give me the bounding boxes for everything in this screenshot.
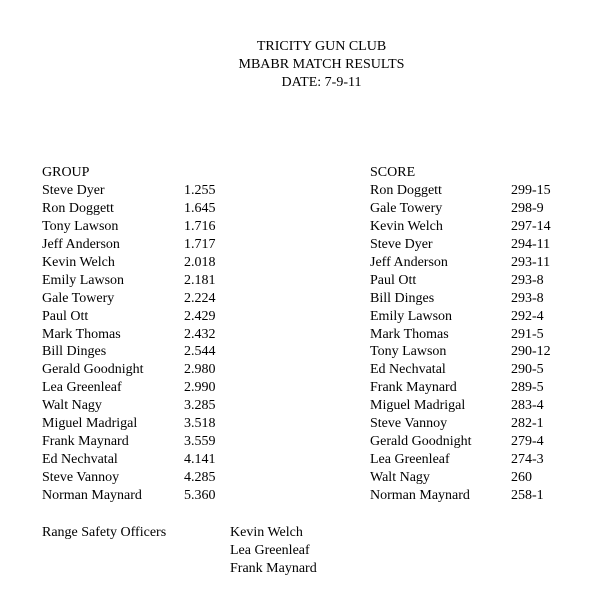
shooter-name: Miguel Madrigal: [42, 416, 138, 432]
group-result-row: [42, 379, 216, 397]
shooter-name: Steve Vannoy: [370, 416, 448, 432]
shooter-name: Miguel Madrigal: [370, 398, 466, 414]
shooter-name: Ed Nechvatal: [42, 452, 118, 468]
score-value: 294-11: [511, 236, 551, 252]
score-result-row: [370, 218, 551, 236]
score-heading: SCORE: [370, 165, 416, 180]
range-safety-officer: Lea Greenleaf: [230, 543, 310, 558]
score-results-column: [370, 164, 551, 505]
shooter-name: Frank Maynard: [42, 434, 129, 450]
shooter-name: Steve Dyer: [42, 183, 105, 198]
group-result-row: [42, 469, 216, 487]
group-result-row: [42, 236, 216, 254]
shooter-name: Ron Doggett: [42, 200, 114, 216]
score-value: 260: [511, 470, 532, 485]
score-result-row: [370, 326, 544, 344]
score-value: 293-11: [511, 254, 551, 270]
score-result-row: [370, 343, 551, 361]
group-value: 3.559: [184, 434, 216, 450]
group-value: 5.360: [184, 487, 216, 503]
group-value: 2.429: [184, 308, 216, 324]
range-safety-label: Range Safety Officers: [42, 525, 167, 540]
score-value: 290-12: [511, 344, 551, 360]
score-value: 258-1: [511, 487, 544, 503]
shooter-name: Tony Lawson: [370, 344, 447, 360]
group-result-row: [42, 415, 216, 433]
group-value: 2.224: [184, 290, 216, 306]
range-safety-officer: Frank Maynard: [230, 561, 317, 576]
score-result-row: [370, 254, 551, 272]
score-value: 293-8: [511, 272, 544, 288]
group-value: 2.544: [184, 344, 216, 360]
score-value: 283-4: [511, 398, 544, 414]
score-result-row: [370, 272, 544, 290]
score-result-row: [370, 236, 551, 254]
group-result-row: [42, 361, 216, 379]
shooter-name: Kevin Welch: [370, 218, 443, 234]
shooter-name: Gale Towery: [370, 200, 443, 216]
group-value: 2.980: [184, 362, 216, 378]
score-result-row: [370, 415, 544, 433]
score-result-row: [370, 182, 551, 200]
score-result-row: [370, 361, 544, 379]
group-result-row: [42, 254, 216, 272]
score-value: 291-5: [511, 326, 544, 342]
group-result-row: [42, 290, 216, 308]
shooter-name: Mark Thomas: [42, 326, 121, 342]
range-safety-officers-list: [230, 524, 317, 578]
shooter-name: Walt Nagy: [42, 398, 102, 414]
match-date: DATE: 7-9-11: [281, 75, 362, 90]
group-value: 4.285: [184, 470, 216, 485]
shooter-name: Paul Ott: [370, 272, 417, 288]
shooter-name: Norman Maynard: [42, 487, 142, 503]
group-value: 3.285: [184, 398, 216, 414]
score-value: 292-4: [511, 308, 544, 324]
shooter-name: Gerald Goodnight: [42, 362, 144, 378]
group-value: 1.717: [184, 236, 216, 252]
group-value: 1.716: [184, 218, 216, 234]
group-value: 2.018: [184, 254, 216, 270]
shooter-name: Bill Dinges: [370, 290, 435, 306]
score-result-row: [370, 200, 544, 218]
group-result-row: [42, 200, 216, 218]
group-result-row: [42, 272, 216, 290]
shooter-name: Steve Dyer: [370, 236, 433, 252]
shooter-name: Jeff Anderson: [370, 254, 448, 270]
group-result-row: [42, 397, 216, 415]
shooter-name: Walt Nagy: [370, 470, 430, 485]
shooter-name: Ed Nechvatal: [370, 362, 446, 378]
shooter-name: Norman Maynard: [370, 487, 470, 503]
group-results-column: [42, 164, 216, 505]
shooter-name: Jeff Anderson: [42, 236, 120, 252]
group-result-row: [42, 308, 216, 326]
group-value: 3.518: [184, 416, 216, 432]
group-result-row: [42, 487, 216, 505]
shooter-name: Emily Lawson: [370, 308, 453, 324]
shooter-name: Frank Maynard: [370, 380, 457, 396]
group-value: 2.990: [184, 380, 216, 396]
document-title: MBABR MATCH RESULTS: [238, 57, 405, 72]
score-result-row: [370, 290, 544, 308]
club-name: TRICITY GUN CLUB: [256, 39, 387, 54]
group-result-row: [42, 326, 216, 344]
group-result-row: [42, 343, 216, 361]
group-result-row: [42, 218, 216, 236]
score-value: 274-3: [511, 452, 544, 468]
document-header: [0, 38, 603, 92]
score-result-row: [370, 379, 544, 397]
shooter-name: Gale Towery: [42, 290, 115, 306]
shooter-name: Emily Lawson: [42, 272, 125, 288]
group-value: 1.255: [184, 183, 216, 198]
score-result-row: [370, 469, 532, 487]
score-value: 290-5: [511, 362, 544, 378]
shooter-name: Ron Doggett: [370, 183, 442, 198]
score-value: 282-1: [511, 416, 544, 432]
score-value: 298-9: [511, 200, 544, 216]
shooter-name: Gerald Goodnight: [370, 434, 472, 450]
shooter-name: Paul Ott: [42, 308, 89, 324]
score-value: 289-5: [511, 380, 544, 396]
score-result-row: [370, 397, 544, 415]
shooter-name: Lea Greenleaf: [370, 452, 450, 468]
score-value: 293-8: [511, 290, 544, 306]
score-result-row: [370, 451, 544, 469]
score-value: 299-15: [511, 183, 551, 198]
group-result-row: [42, 182, 216, 200]
score-result-row: [370, 308, 544, 326]
group-value: 1.645: [184, 200, 216, 216]
group-result-row: [42, 433, 216, 451]
score-result-row: [370, 433, 544, 451]
range-safety-officer: Kevin Welch: [230, 525, 303, 540]
score-value: 279-4: [511, 434, 544, 450]
group-value: 4.141: [184, 452, 216, 468]
score-value: 297-14: [511, 218, 551, 234]
group-value: 2.432: [184, 326, 216, 342]
shooter-name: Steve Vannoy: [42, 470, 120, 485]
score-result-row: [370, 487, 544, 505]
shooter-name: Tony Lawson: [42, 218, 119, 234]
shooter-name: Kevin Welch: [42, 254, 115, 270]
group-value: 2.181: [184, 272, 216, 288]
group-heading: GROUP: [42, 165, 90, 180]
group-result-row: [42, 451, 216, 469]
shooter-name: Mark Thomas: [370, 326, 449, 342]
shooter-name: Bill Dinges: [42, 344, 107, 360]
shooter-name: Lea Greenleaf: [42, 380, 122, 396]
